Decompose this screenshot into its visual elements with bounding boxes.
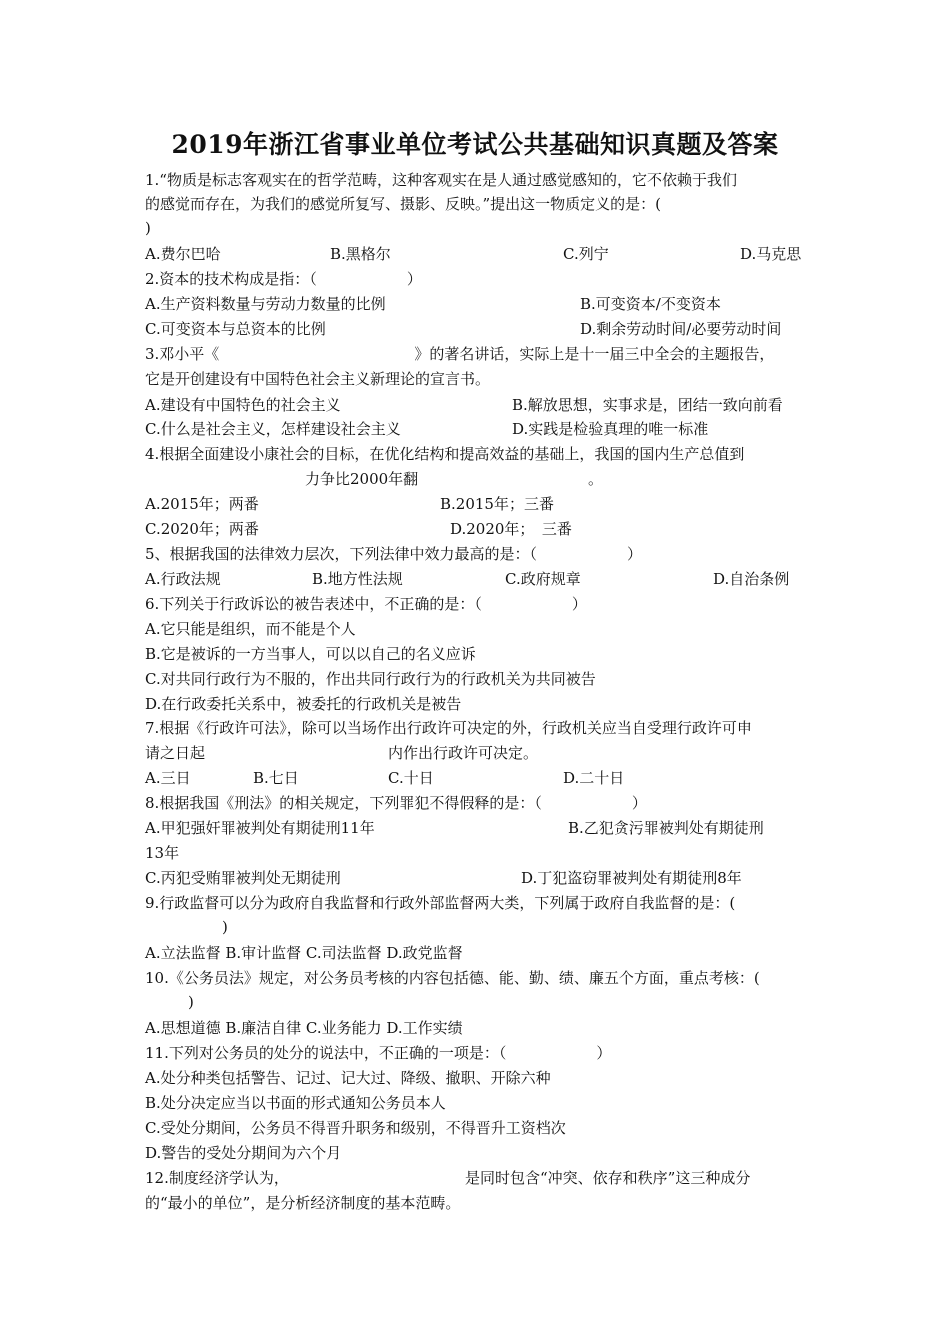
q8-option-b-continued: 13年 <box>145 844 180 862</box>
q5-option-a: A.行政法规 <box>145 570 221 588</box>
q6-option-a: A.它只能是组织，而不能是个人 <box>145 620 356 638</box>
q4-stem-line-3: 。 <box>588 470 604 488</box>
q12-stem-line-3: 的“最小的单位”，是分析经济制度的基本范畴。 <box>145 1194 461 1212</box>
q4-option-c: C.2020年；两番 <box>145 520 259 538</box>
q3-stem-line-2: 它是开创建设有中国特色社会主义新理论的宣言书。 <box>145 370 491 388</box>
q5-option-c: C.政府规章 <box>505 570 581 588</box>
q4-stem-line-1: 4.根据全面建设小康社会的目标，在优化结构和提高效益的基础上，我国的国内生产总值到 <box>145 445 745 463</box>
q5-option-d: D.自治条例 <box>713 570 790 588</box>
q9-options: A.立法监督 B.审计监督 C.司法监督 D.政党监督 <box>145 944 463 962</box>
q7-option-d: D.二十日 <box>563 769 625 787</box>
q2-stem-line-1: 2.资本的技术构成是指：（ ） <box>145 270 422 288</box>
q6-option-c: C.对共同行政行为不服的，作出共同行政行为的行政机关为共同被告 <box>145 670 596 688</box>
q8-option-c: C.丙犯受贿罪被判处无期徒刑 <box>145 869 341 887</box>
q8-stem-line-1: 8.根据我国《刑法》的相关规定，下列罪犯不得假释的是：（ ） <box>145 794 647 812</box>
q11-stem-line-1: 11.下列对公务员的处分的说法中，不正确的一项是：（ ） <box>145 1044 612 1062</box>
q1-stem-line-1: 1.“物质是标志客观实在的哲学范畴，这种客观实在是人通过感觉感知的，它不依赖于我们 <box>145 171 737 189</box>
q8-option-a: A.甲犯强奸罪被判处有期徒刑11年 <box>145 819 375 837</box>
q1-option-b: B.黑格尔 <box>330 245 391 263</box>
q7-stem-line-3: 内作出行政许可决定。 <box>388 744 539 762</box>
q10-stem-line-2: ) <box>188 993 194 1011</box>
q7-option-a: A.三日 <box>145 769 191 787</box>
q3-option-b: B.解放思想，实事求是，团结一致向前看 <box>512 396 783 414</box>
q5-stem-line-1: 5、根据我国的法律效力层次，下列法律中效力最高的是：（ ） <box>145 545 643 563</box>
q8-option-b: B.乙犯贪污罪被判处有期徒刑 <box>568 819 764 837</box>
q4-stem-line-2: 力争比2000年翻 <box>305 470 419 488</box>
q4-option-b: B.2015年；三番 <box>440 495 554 513</box>
q11-option-d: D.警告的受处分期间为六个月 <box>145 1144 342 1162</box>
q2-option-c: C.可变资本与总资本的比例 <box>145 320 326 338</box>
q1-option-c: C.列宁 <box>563 245 609 263</box>
q10-stem-line-1: 10.《公务员法》规定，对公务员考核的内容包括德、能、勤、绩、廉五个方面，重点考核：( <box>145 969 760 987</box>
q7-option-c: C.十日 <box>388 769 434 787</box>
q2-option-a: A.生产资料数量与劳动力数量的比例 <box>145 295 386 313</box>
q1-option-d: D.马克思 <box>740 245 802 263</box>
q3-option-d: D.实践是检验真理的唯一标准 <box>512 420 709 438</box>
q2-option-b: B.可变资本/不变资本 <box>580 295 721 313</box>
q1-option-a: A.费尔巴哈 <box>145 245 221 263</box>
q11-option-a: A.处分种类包括警告、记过、记大过、降级、撤职、开除六种 <box>145 1069 551 1087</box>
q1-options <box>0 244 950 266</box>
q7-stem-line-2: 请之日起 <box>145 744 206 762</box>
q3-option-a: A.建设有中国特色的社会主义 <box>145 396 341 414</box>
q7-option-b: B.七日 <box>253 769 299 787</box>
q6-option-d: D.在行政委托关系中，被委托的行政机关是被告 <box>145 695 462 713</box>
q3-stem-line-1: 3.邓小平《 》的著名讲话，实际上是十一届三中全会的主题报告， <box>145 345 775 363</box>
q5-option-b: B.地方性法规 <box>312 570 403 588</box>
q11-option-c: C.受处分期间，公务员不得晋升职务和级别，不得晋升工资档次 <box>145 1119 566 1137</box>
q7-stem-line-1: 7.根据《行政许可法》，除可以当场作出行政许可决定的外，行政机关应当自受理行政许可申 <box>145 719 752 737</box>
q1-stem-line-3: ) <box>145 219 151 237</box>
q6-stem-line-1: 6.下列关于行政诉讼的被告表述中，不正确的是：（ ） <box>145 595 587 613</box>
q3-option-c: C.什么是社会主义，怎样建设社会主义 <box>145 420 401 438</box>
page-title: 2019年浙江省事业单位考试公共基础知识真题及答案 <box>171 130 779 159</box>
q12-stem-line-2: 是同时包含“冲突、依存和秩序”这三种成分 <box>465 1169 751 1187</box>
q4-option-d: D.2020年； 三番 <box>450 520 572 538</box>
q6-option-b: B.它是被诉的一方当事人，可以以自己的名义应诉 <box>145 645 476 663</box>
q12-stem-line-1: 12.制度经济学认为， <box>145 1169 289 1187</box>
q9-stem-line-2: ) <box>222 918 228 936</box>
q4-option-a: A.2015年；两番 <box>145 495 259 513</box>
q8-option-d: D.丁犯盗窃罪被判处有期徒刑8年 <box>521 869 742 887</box>
q2-option-d: D.剩余劳动时间/必要劳动时间 <box>580 320 782 338</box>
q10-options: A.思想道德 B.廉洁自律 C.业务能力 D.工作实绩 <box>145 1019 463 1037</box>
q1-stem-line-2: 的感觉而存在，为我们的感觉所复写、摄影、反映。”提出这一物质定义的是：( <box>145 195 662 213</box>
q11-option-b: B.处分决定应当以书面的形式通知公务员本人 <box>145 1094 446 1112</box>
q9-stem-line-1: 9.行政监督可以分为政府自我监督和行政外部监督两大类，下列属于政府自我监督的是：( <box>145 894 736 912</box>
